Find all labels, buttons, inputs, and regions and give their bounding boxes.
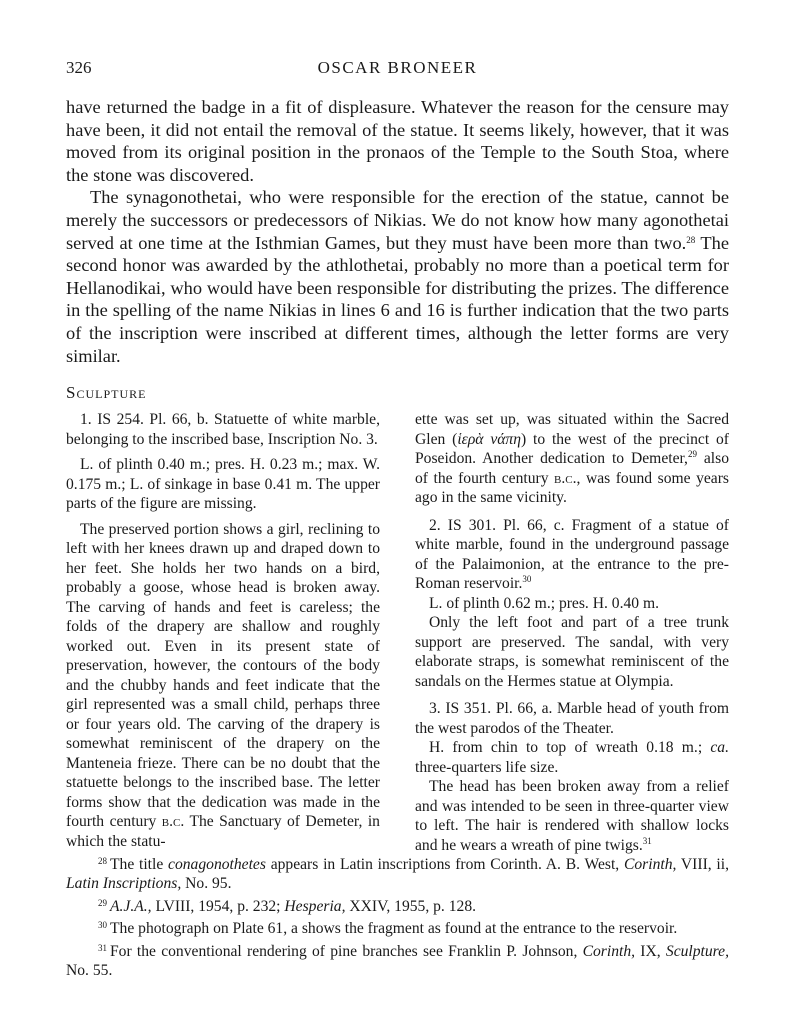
entry-3-description: The head has been broken away from a relief and was intended to be seen in three-quarter view to left. The hair is rendered with shallow locks and he wears a wreath of pine twigs.$^{31}$ [415, 778, 729, 854]
page-header [66, 58, 729, 82]
left-column [66, 410, 380, 851]
section-heading: Sculpture [66, 383, 147, 402]
entry-1-continued-text: ette was set up, was situated within the Sacred Glen (ἱερὰ νάπη) to the west of the precinct of Poseidon. Another dedication to Demeter,$^{29}$ also of the fourth century b.c., was found some years ago in the same vicinity. [415, 411, 730, 506]
entry-1-dimensions: L. of plinth 0.40 m.; pres. H. 0.23 m.; max. W. 0.175 m.; L. of sinkage in base 0.41 m. The upper parts of the figure are missing. [66, 456, 380, 512]
entry-2-description: Only the left foot and part of a tree trunk support are preserved. The sandal, with very elaborate straps, is somewhat reminiscent of the sandals on the Hermes statue at Olympia. [415, 614, 729, 690]
right-column [415, 410, 729, 855]
footnote-ref-30[interactable]: 30 [522, 574, 532, 584]
footnote-ref-29[interactable]: 29 [687, 449, 697, 459]
entry-2-dimensions: L. of plinth 0.62 m.; pres. H. 0.40 m. [429, 594, 659, 612]
intro-paragraph-1: have returned the badge in a fit of displeasure. Whatever the reason for the censure may have been, it did not entail the removal of the statue. It seems likely, however, that it was moved from its original position in the pronaos of the Temple to the South Stoa, where the stone was discovered. [66, 97, 729, 185]
footnote-29: $^{29}$ A.J.A., LVIII, 1954, p. 232; Hesperia, XXIV, 1955, p. 128. [98, 897, 477, 915]
footnote-30: $^{30}$ The photograph on Plate 61, a shows the fragment as found at the entrance to the reservoir. [98, 920, 678, 938]
entry-2-title: 2. IS 301. Pl. 66, c. Fragment of a statue of white marble, found in the underground passage of the Palaimonion, at the entrance to the pre-Roman reservoir.$^{30}$ [415, 516, 729, 592]
footnote-28: $^{28}$ The title conagonothetes appears in Latin inscriptions from Corinth. A. B. West, Corinth, VIII, ii, Latin Inscriptions, No. 95. [66, 856, 729, 892]
intro-paragraph-2: The synagonothetai, who were responsible for the erection of the statue, cannot be merely the successors or predecessors of Nikias. We do not know how many agonothetai served at one time at the Isthmian Games, but they must have been more than two.$^{28}$ The second honor was awarded by the athlothetai, probably no more than a poetical term for Hellanodikai, who would have been responsible for distributing the prizes. The difference in the spelling of the name Nikias in lines 6 and 16 is further indication that the two parts of the inscription were inscribed at different times, although the letter forms are very similar. [66, 187, 730, 366]
footnote-31: $^{31}$ For the conventional rendering of pine branches see Franklin P. Johnson, Corinth, IX, Sculpture, No. 55. [66, 943, 729, 979]
page-number: 326 [66, 58, 92, 77]
entry-3-dimensions: H. from chin to top of wreath 0.18 m.; ca. three-quarters life size. [415, 739, 729, 776]
entry-1-continuation [415, 410, 729, 508]
footnote-ref-28[interactable]: 28 [686, 234, 696, 245]
entry-1-title: 1. IS 254. Pl. 66, b. Statuette of white marble, belonging to the inscribed base, Inscription No. 3. [66, 411, 380, 448]
entry-3-title: 3. IS 351. Pl. 66, a. Marble head of youth from the west parodos of the Theater. [415, 700, 729, 737]
catalogue-entry-2 [415, 516, 729, 692]
entry-1-description: The preserved portion shows a girl, reclining to left with her knees drawn up and draped down to her feet. She holds her two hands on a bird, probably a goose, whose head is broken away. The carving of hands and feet is careless; the folds of the drapery are shallow and roughly worked out. Even in its present state of preservation, however, the contours of the body and the chubby hands and feet indicate that the girl represented was a small child, perhaps three or four years old. The carving of the drapery is somewhat reminiscent of the drapery on the Manteneia frieze. There can be no doubt that the statuette belongs to the inscribed base. The letter forms show that the dedication was made in the fourth century b.c. The Sanctuary of Demeter, in which the statu- [66, 520, 380, 850]
running-title: OSCAR BRONEER [317, 58, 478, 77]
catalogue-entry-1 [66, 410, 380, 851]
footnotes [66, 852, 729, 981]
greek-term: ἱερὰ νάπη [457, 430, 521, 448]
intro-text [66, 96, 729, 367]
footnote-ref-31[interactable]: 31 [642, 835, 652, 846]
catalogue-entry-3 [415, 699, 729, 855]
